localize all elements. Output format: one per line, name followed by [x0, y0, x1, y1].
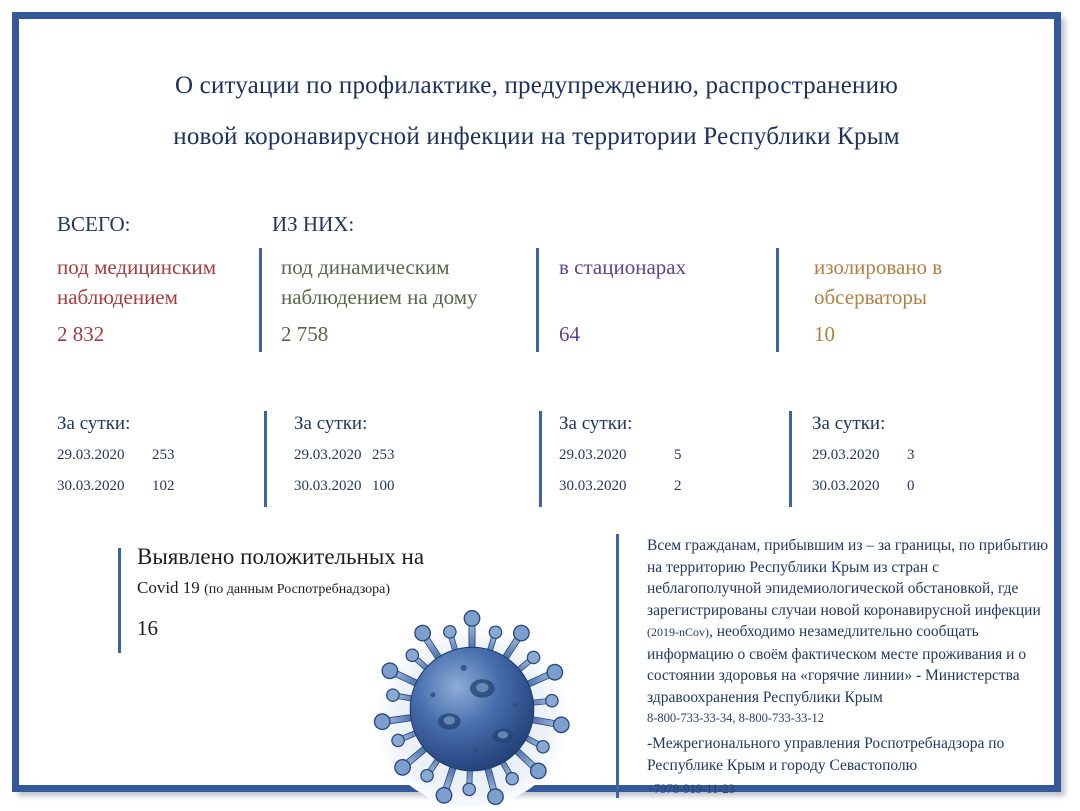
daily-value: 5 [674, 447, 682, 463]
daily-value: 253 [152, 447, 175, 463]
divider [259, 248, 262, 352]
daily-value: 3 [907, 447, 915, 463]
stat-value: 2 758 [281, 322, 329, 346]
page-border-frame [12, 12, 1061, 796]
daily-block-hospitals [559, 413, 682, 509]
daily-row [57, 478, 175, 495]
advisory-paragraph [647, 535, 1053, 708]
daily-date: 30.03.2020 [559, 478, 627, 494]
positive-count-value: 16 [137, 616, 158, 640]
daily-row [559, 447, 682, 464]
daily-date: 30.03.2020 [294, 478, 362, 494]
daily-row [812, 447, 915, 464]
advisory-text: Всем гражданам, прибывшим из – за границы, по прибытию на территорию Республики Крым из стран с неблагополучной эпидемиологической обстановкой, где зарегистрированы случаи новой коронавирусной инфекции [647, 537, 1049, 619]
daily-title: За сутки: [57, 413, 131, 434]
daily-value: 102 [152, 478, 175, 494]
total-label: ВСЕГО: [57, 212, 131, 236]
positive-cases-heading: Выявлено положительных на [137, 544, 425, 569]
stat-label: в стационарах [559, 255, 687, 279]
hotline-phone-rospotrebnadzor: +7978-919-11-23 [647, 782, 735, 796]
stat-in-hospitals [559, 252, 764, 347]
advisory-paragraph-rospotrebnadzor: -Межрегионального управления Роспотребнадзора по Республике Крым и городу Севастополю [647, 735, 1005, 774]
of-them-label: ИЗ НИХ: [272, 212, 355, 236]
stat-value: 10 [814, 322, 835, 346]
advisory-block [647, 535, 1053, 797]
daily-date: 30.03.2020 [812, 478, 880, 494]
accent-bar [118, 548, 121, 653]
covid-label: Covid 19 [137, 578, 205, 597]
daily-value: 253 [372, 447, 395, 463]
daily-row [294, 447, 395, 464]
page-title-line2: новой коронавирусной инфекции на территории Республики Крым [173, 123, 900, 150]
daily-title: За сутки: [812, 413, 886, 434]
page-title [89, 71, 984, 173]
daily-row [559, 478, 682, 495]
stat-label: под динамическим наблюдением на дому [281, 255, 478, 309]
advisory-text: , необходимо незамедлительно сообщать информацию о своём фактическом месте проживания и о состоянии здоровья на «горячие линии» - Министерства здравоохранения Республики Крым [647, 623, 1027, 706]
stat-value: 2 832 [57, 322, 105, 346]
virus-code-note: (2019-nCov) [647, 625, 709, 639]
stat-isolated-observatories [814, 252, 1036, 347]
daily-date: 29.03.2020 [294, 447, 362, 463]
daily-row [294, 478, 395, 495]
daily-block-observatories [812, 413, 915, 509]
divider [536, 248, 539, 352]
divider [539, 411, 542, 507]
stat-label: под медицинским наблюдением [57, 255, 217, 309]
data-source-note: (по данным Роспотребнадзора) [204, 582, 391, 597]
hotline-phones-ministry: 8-800-733-33-34, 8-800-733-33-12 [647, 711, 825, 725]
stat-dynamic-home-observation [281, 252, 533, 347]
daily-value: 0 [907, 478, 915, 494]
positive-cases-subheading [137, 578, 482, 598]
daily-title: За сутки: [559, 413, 633, 434]
daily-date: 29.03.2020 [812, 447, 880, 463]
daily-row [812, 478, 915, 495]
daily-block-dynamic-home [294, 413, 395, 509]
daily-date: 29.03.2020 [57, 447, 125, 463]
stat-medical-observation [57, 252, 257, 347]
divider [264, 411, 267, 507]
daily-date: 30.03.2020 [57, 478, 125, 494]
daily-value: 100 [372, 478, 395, 494]
daily-block-medical [57, 413, 175, 509]
divider [789, 411, 792, 507]
accent-bar [616, 534, 619, 798]
stat-label: изолировано в обсерваторы [814, 255, 943, 309]
daily-row [57, 447, 175, 464]
daily-value: 2 [674, 478, 682, 494]
page-title-line1: О ситуации по профилактике, предупреждению, распространению [174, 72, 899, 99]
stat-value: 64 [559, 322, 580, 346]
daily-date: 29.03.2020 [559, 447, 627, 463]
coronavirus-icon [367, 603, 577, 809]
divider [776, 248, 779, 352]
daily-title: За сутки: [294, 413, 368, 434]
